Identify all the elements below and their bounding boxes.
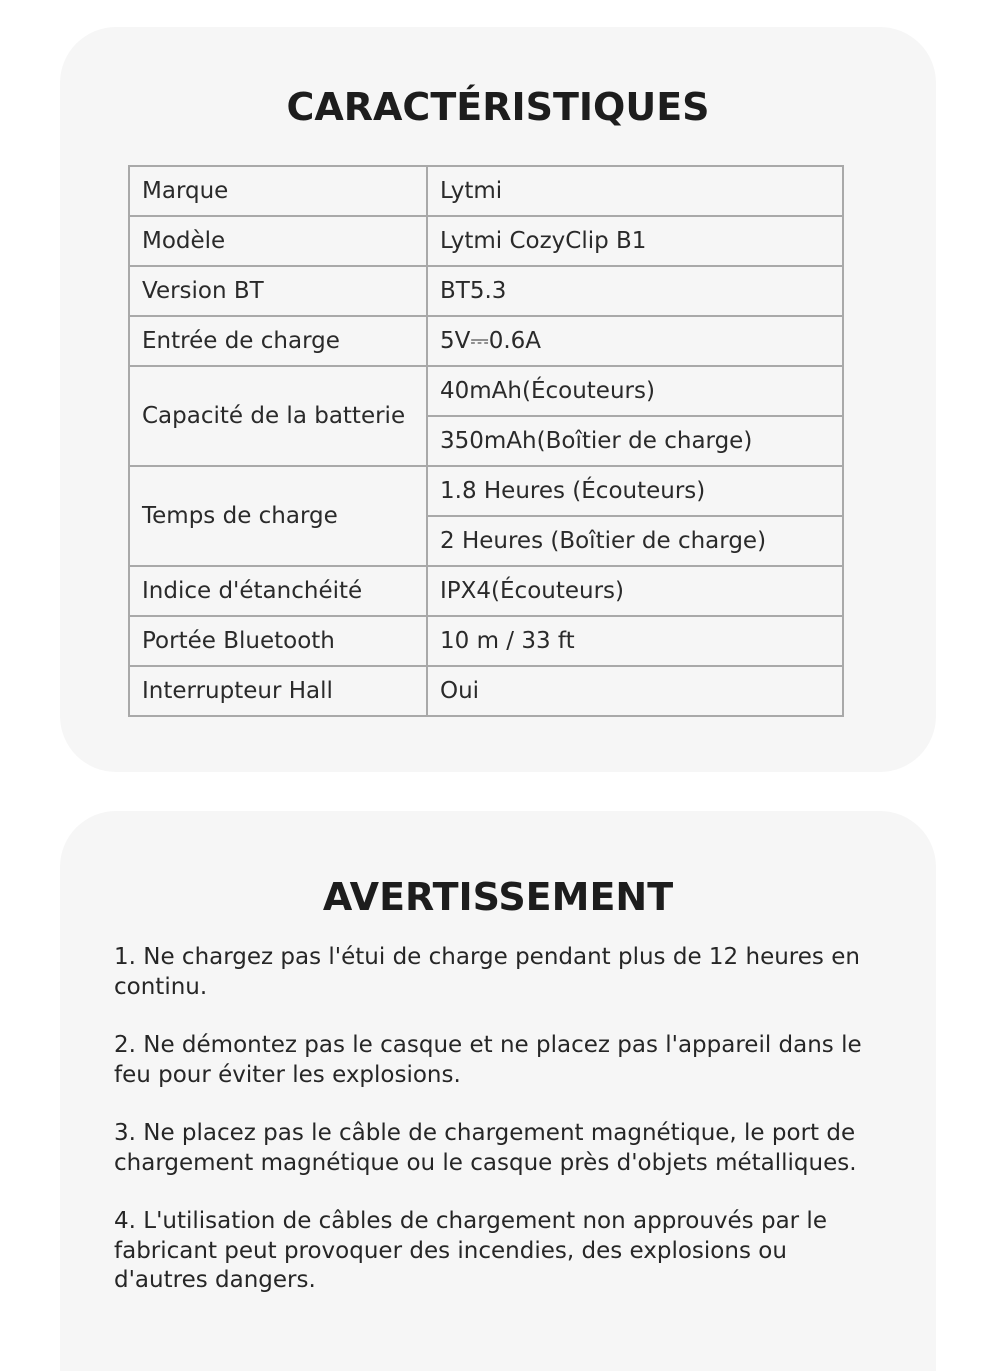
warning-item-3: 3. Ne placez pas le câble de chargement magnétique, le port de chargement magnétique ou le casque près d'objets métalliques. (114, 1120, 857, 1176)
spec-value-bt-range: 10 m / 33 ft (427, 616, 843, 666)
warning-card (60, 811, 936, 1371)
table-row (129, 266, 843, 316)
spec-label-battery: Capacité de la batterie (129, 366, 427, 466)
spec-value-brand: Lytmi (427, 166, 843, 216)
spec-label-model: Modèle (129, 216, 427, 266)
spec-label-charge-time: Temps de charge (129, 466, 427, 566)
warning-title: AVERTISSEMENT (322, 875, 674, 919)
spec-label-hall-switch: Interrupteur Hall (129, 666, 427, 716)
warning-item-4: 4. L'utilisation de câbles de chargement non approuvés par le fabricant peut provoquer des incendies, des explosions ou d'autres dangers. (114, 1208, 827, 1293)
spec-value-hall-switch: Oui (427, 666, 843, 716)
warning-item-2: 2. Ne démontez pas le casque et ne placez pas l'appareil dans le feu pour éviter les explosions. (114, 1032, 862, 1088)
spec-value-model: Lytmi CozyClip B1 (427, 216, 843, 266)
specifications-card (60, 27, 936, 772)
spec-value-bt-version: BT5.3 (427, 266, 843, 316)
spec-label-bt-version: Version BT (129, 266, 427, 316)
table-row (129, 166, 843, 216)
spec-label-charge-input: Entrée de charge (129, 316, 427, 366)
spec-value-charge-time-earbuds: 1.8 Heures (Écouteurs) (427, 466, 843, 516)
specifications-title: CARACTÉRISTIQUES (286, 85, 710, 129)
table-row (129, 216, 843, 266)
spec-value-waterproof: IPX4(Écouteurs) (427, 566, 843, 616)
table-row (129, 616, 843, 666)
spec-label-bt-range: Portée Bluetooth (129, 616, 427, 666)
table-row (129, 316, 843, 366)
table-row (129, 566, 843, 616)
spec-label-waterproof: Indice d'étanchéité (129, 566, 427, 616)
table-row (129, 666, 843, 716)
spec-label-brand: Marque (129, 166, 427, 216)
spec-value-charge-time-case: 2 Heures (Boîtier de charge) (427, 516, 843, 566)
specifications-table (128, 165, 844, 717)
spec-value-battery-earbuds: 40mAh(Écouteurs) (427, 366, 843, 416)
warning-list (114, 943, 884, 1325)
table-row (129, 466, 843, 516)
spec-value-battery-case: 350mAh(Boîtier de charge) (427, 416, 843, 466)
warning-item-1: 1. Ne chargez pas l'étui de charge pendant plus de 12 heures en continu. (114, 944, 860, 1000)
table-row (129, 366, 843, 416)
spec-value-charge-input: 5V⎓0.6A (427, 316, 843, 366)
